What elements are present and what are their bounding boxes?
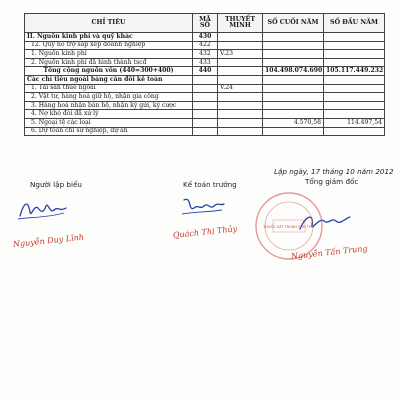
table-row: 3. Hàng hoá nhận bán hộ, nhận ký gửi, ký cược: [25, 101, 385, 110]
header-ma-so: MÃ SỐ: [193, 14, 218, 33]
preparer-title: Người lập biểu: [30, 180, 82, 189]
header-chi-tieu: CHỈ TIÊU: [25, 14, 193, 33]
director-title: Tổng giám đốc: [305, 177, 359, 186]
table-row-total: Tổng cộng nguồn vốn (440=300+400) 440 104.498.074.690 105.117.449.232: [25, 67, 385, 76]
table-row: 1. Nguồn kinh phí 432 V.23: [25, 50, 385, 59]
table-row: 1. Tài sản thuê ngoài V.24: [25, 84, 385, 93]
preparer-name: Nguyễn Duy Lĩnh: [12, 232, 85, 249]
table-row: 2. Nguồn kinh phí đã hình thành tscđ 433: [25, 58, 385, 67]
table-row: 12. Quỹ hỗ trợ sắp xếp doanh nghiệp 422: [25, 41, 385, 50]
table-row: II. Nguồn kinh phí và quỹ khác 430: [25, 33, 385, 42]
table-row: Các chỉ tiêu ngoài bảng cân đối kế toán: [25, 75, 385, 84]
table-row: 5. Ngoại tệ các loại 4.570,58 114.497,54: [25, 118, 385, 127]
date-line: Lập ngày, 17 tháng 10 năm 2012: [274, 167, 394, 176]
table-row: 6. Dự toán chi sự nghiệp, dự án: [25, 127, 385, 136]
stamp-text: THUỐC SÁT TRÙNG CẦN THƠ: [263, 225, 315, 229]
accountant-signature: [178, 192, 230, 220]
preparer-signature: [16, 196, 72, 224]
table-row: 2. Vật tư, hàng hoá giữ hộ, nhận gia công: [25, 93, 385, 102]
header-thuyet-minh: THUYẾT MINH: [218, 14, 263, 33]
accountant-name: Quách Thị Thủy: [172, 224, 238, 240]
balance-sheet-table: [24, 13, 385, 136]
accountant-title: Kế toán trưởng: [183, 180, 237, 189]
table-header-row: [25, 14, 385, 33]
director-name: Nguyễn Tấn Trung: [290, 243, 368, 261]
header-so-cuoi-nam: SỐ CUỐI NĂM: [263, 14, 324, 33]
header-so-dau-nam: SỐ ĐẦU NĂM: [324, 14, 385, 33]
table-row: 4. Nợ khó đòi đã xử lý: [25, 110, 385, 119]
